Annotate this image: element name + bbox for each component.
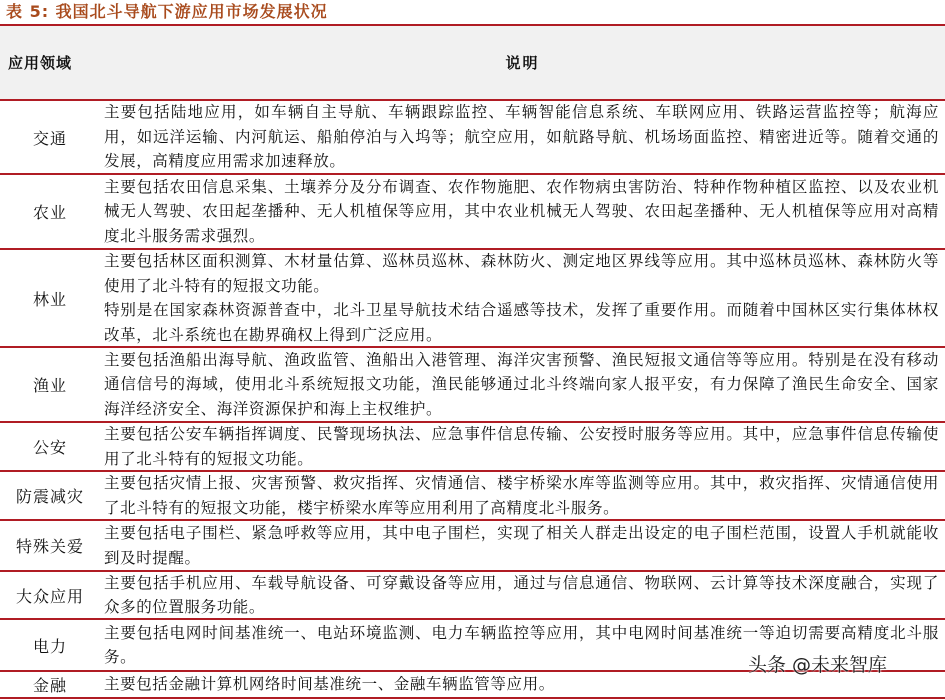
description-paragraph: 主要包括公安车辆指挥调度、民警现场执法、应急事件信息传输、公安授时服务等应用。其中，应急事件信息传输使用了北斗特有的短报文功能。: [104, 425, 939, 468]
description-paragraph: 特别是在国家森林资源普查中，北斗卫星导航技术结合遥感等技术，发挥了重要作用。而随着中国林区实行集体林权改革，北斗系统也在勘界确权上得到广泛应用。: [104, 301, 939, 344]
table-row: [0, 348, 945, 423]
description-cell: [98, 471, 945, 520]
description-paragraph: 主要包括电子围栏、紧急呼救等应用，其中电子围栏，实现了相关人群走出设定的电子围栏范围，设置人手机就能收到及时提醒。: [104, 524, 939, 567]
table-row: [0, 101, 945, 175]
table-row: [0, 423, 945, 472]
description-paragraph: 主要包括渔船出海导航、渔政监管、渔船出入港管理、海洋灾害预警、渔民短报文通信等等应用。特别是在没有移动通信信号的海域，使用北斗系统短报文功能，渔民能够通过北斗终端向家人报平安，有力保障了渔民生命安全、国家海洋经济安全、海洋资源保护和海上主权维护。: [104, 350, 939, 418]
table-title: 表 5: 我国北斗导航下游应用市场发展状况: [6, 2, 328, 21]
header-description: 说明: [505, 54, 540, 72]
description-cell: [98, 571, 945, 620]
table-row: [0, 472, 945, 521]
description-paragraph: 主要包括陆地应用，如车辆自主导航、车辆跟踪监控、车辆智能信息系统、车联网应用、铁路运营监控等；航海应用，如远洋运输、内河航运、船舶停泊与入坞等；航空应用，如航路导航、机场场面监控、精密进近等。随着交通的发展，高精度应用需求加速释放。: [104, 103, 939, 171]
application-field-cell: 特殊关爱: [15, 537, 84, 556]
description-cell: [98, 521, 945, 570]
description-cell: [98, 175, 945, 249]
table-row: [0, 175, 945, 250]
description-cell: [98, 422, 945, 471]
description-paragraph: 主要包括灾情上报、灾害预警、救灾指挥、灾情通信、楼宇桥梁水库等监测等应用。其中，救灾指挥、灾情通信使用了北斗特有的短报文功能，楼宇桥梁水库等应用利用了高精度北斗服务。: [104, 474, 939, 517]
description-paragraph: 主要包括电网时间基准统一、电站环境监测、电力车辆监控等应用，其中电网时间基准统一等迫切需要高精度北斗服务。: [104, 623, 939, 666]
application-field-cell: 交通: [32, 128, 67, 148]
application-field-cell: 防震减灾: [15, 487, 84, 506]
header-application-field: 应用领域: [8, 54, 73, 72]
application-field-cell: 农业: [32, 203, 67, 222]
table-row: [0, 521, 945, 572]
description-cell: [98, 249, 945, 347]
application-field-cell: 大众应用: [15, 586, 84, 606]
description-cell: [98, 348, 945, 422]
application-market-table: [0, 24, 945, 699]
application-field-cell: 金融: [32, 676, 67, 695]
application-field-cell: 林业: [32, 289, 67, 309]
description-paragraph: 主要包括金融计算机网络时间基准统一、金融车辆监管等应用。: [104, 675, 555, 694]
description-paragraph: 主要包括农田信息采集、土壤养分及分布调查、农作物施肥、农作物病虫害防治、特种作物种植区监控、以及农业机械无人驾驶、农田起垄播种、无人机植保等应用，其中农业机械无人驾驶、农田起垄播种、无人机植保等应用对高精度北斗服务需求强烈。: [104, 177, 939, 245]
application-field-cell: 渔业: [32, 376, 67, 395]
description-paragraph: 主要包括手机应用、车载导航设备、可穿戴设备等应用，通过与信息通信、物联网、云计算等技术深度融合，实现了众多的位置服务功能。: [104, 573, 939, 616]
application-field-cell: 公安: [32, 438, 67, 457]
description-paragraph: 主要包括林区面积测算、木材量估算、巡林员巡林、森林防火、测定地区界线等应用。其中巡林员巡林、森林防火等使用了北斗特有的短报文功能。: [104, 252, 939, 295]
table-row: [0, 250, 945, 348]
table-body: [0, 101, 945, 699]
table-header: [0, 26, 945, 101]
table-row: [0, 572, 945, 620]
watermark: 头条 @未来智库: [748, 654, 888, 676]
description-cell: [98, 100, 945, 174]
application-field-cell: 电力: [32, 636, 67, 656]
